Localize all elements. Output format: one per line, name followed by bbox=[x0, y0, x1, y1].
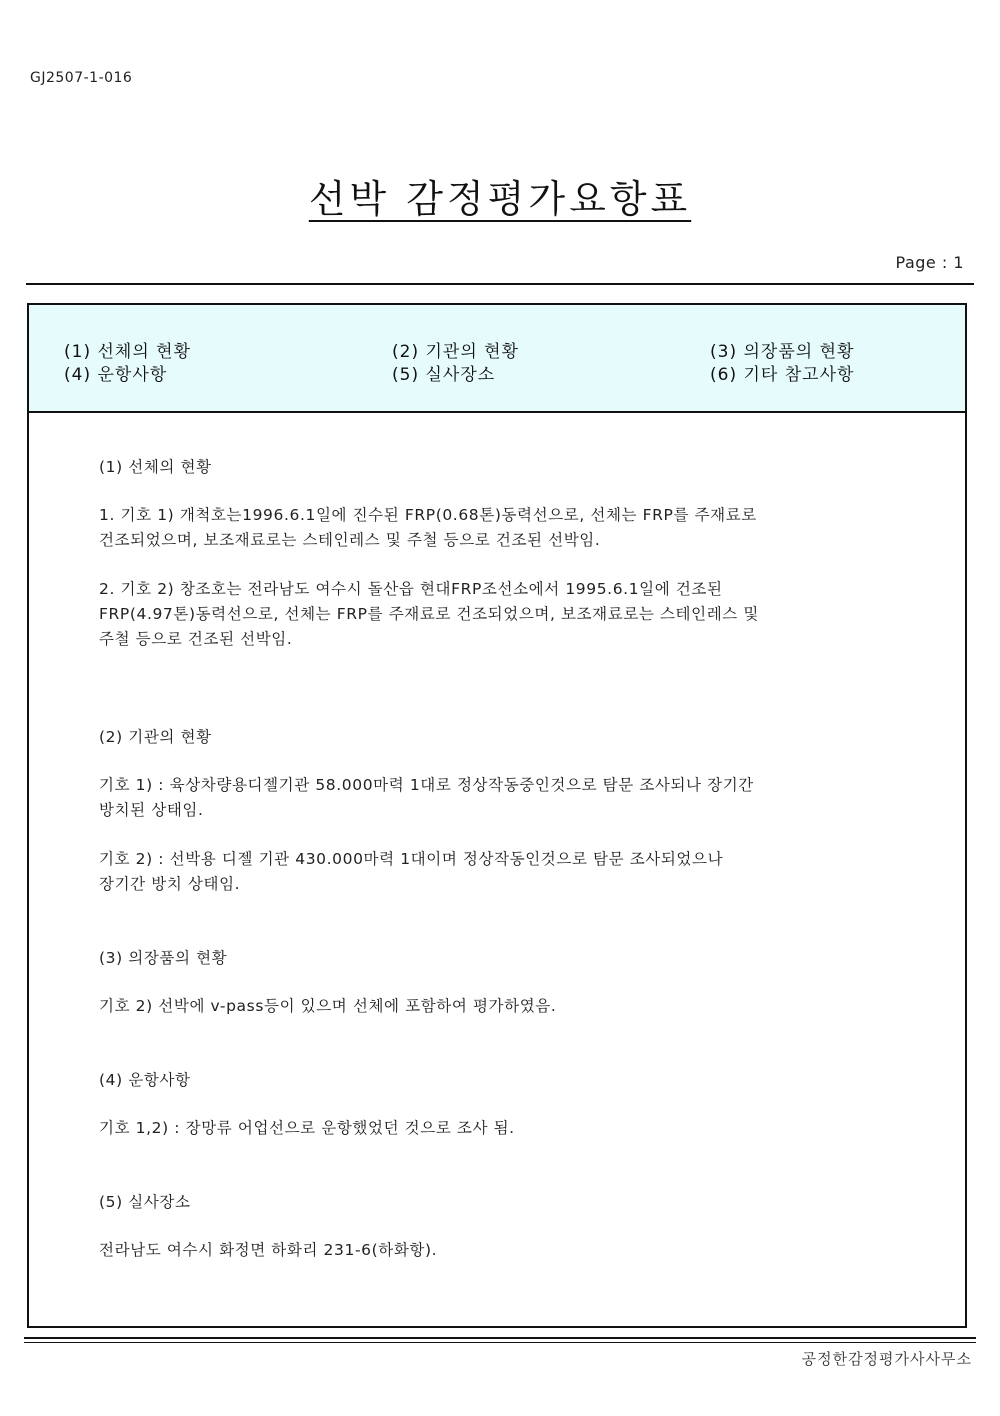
section-heading-operation: (4) 운항사항 bbox=[99, 1071, 191, 1089]
equipment-paragraph-1: 기호 2) 선박에 v-pass등이 있으며 선체에 포함하여 평가하였음. bbox=[99, 997, 557, 1015]
table-of-contents bbox=[29, 305, 965, 413]
toc-item-inspection-site: (5) 실사장소 bbox=[392, 365, 496, 385]
document-title: 선박 감정평가요항표 bbox=[308, 177, 692, 221]
section-heading-engine: (2) 기관의 현황 bbox=[99, 728, 212, 746]
toc-item-other-notes: (6) 기타 참고사항 bbox=[710, 365, 855, 385]
section-heading-inspection-site: (5) 실사장소 bbox=[99, 1193, 191, 1211]
inspection-site-paragraph-1: 전라남도 여수시 화정면 하화리 231-6(하화항). bbox=[99, 1241, 438, 1259]
hull-paragraph-2: 2. 기호 2) 창조호는 전라남도 여수시 돌산읍 현대FRP조선소에서 1995.6.1일에 건조된 FRP(4.97톤)동력선으로, 선체는 FRP를 주재료로 건조되었으며, 보조재료로는 스테인레스 및 주철 등으로 건조된 선박임. bbox=[99, 580, 759, 648]
toc-item-equipment: (3) 의장품의 현황 bbox=[710, 342, 855, 362]
document-body bbox=[99, 455, 919, 1263]
hull-paragraph-1: 1. 기호 1) 개척호는1996.6.1일에 진수된 FRP(0.68톤)동력선으로, 선체는 FRP를 주재료로 건조되었으며, 보조재료로는 스테인레스 및 주철 등으로 건조된 선박임. bbox=[99, 506, 757, 549]
section-heading-equipment: (3) 의장품의 현황 bbox=[99, 949, 228, 967]
document-title-wrap bbox=[0, 168, 1000, 223]
appraisal-office-name: 공정한감정평가사사무소 bbox=[801, 1350, 972, 1368]
footer-divider-thick bbox=[24, 1337, 976, 1339]
section-heading-hull: (1) 선체의 현황 bbox=[99, 458, 212, 476]
engine-paragraph-1: 기호 1) : 육상차량용디젤기관 58.000마력 1대로 정상작동중인것으로 탐문 조사되나 장기간 방치된 상태임. bbox=[99, 776, 754, 819]
toc-item-engine: (2) 기관의 현황 bbox=[392, 342, 519, 362]
footer-divider-thin bbox=[24, 1342, 976, 1343]
engine-paragraph-2: 기호 2) : 선박용 디젤 기관 430.000마력 1대이며 정상작동인것으로 탐문 조사되었으나 장기간 방치 상태임. bbox=[99, 850, 724, 893]
header-divider bbox=[26, 283, 974, 285]
document-id: GJ2507-1-016 bbox=[30, 70, 133, 86]
toc-item-operation: (4) 운항사항 bbox=[64, 365, 168, 385]
operation-paragraph-1: 기호 1,2) : 장망류 어업선으로 운항했었던 것으로 조사 됨. bbox=[99, 1119, 515, 1137]
content-frame bbox=[27, 303, 967, 1328]
page-number: Page : 1 bbox=[895, 253, 964, 272]
toc-item-hull: (1) 선체의 현황 bbox=[64, 342, 191, 362]
